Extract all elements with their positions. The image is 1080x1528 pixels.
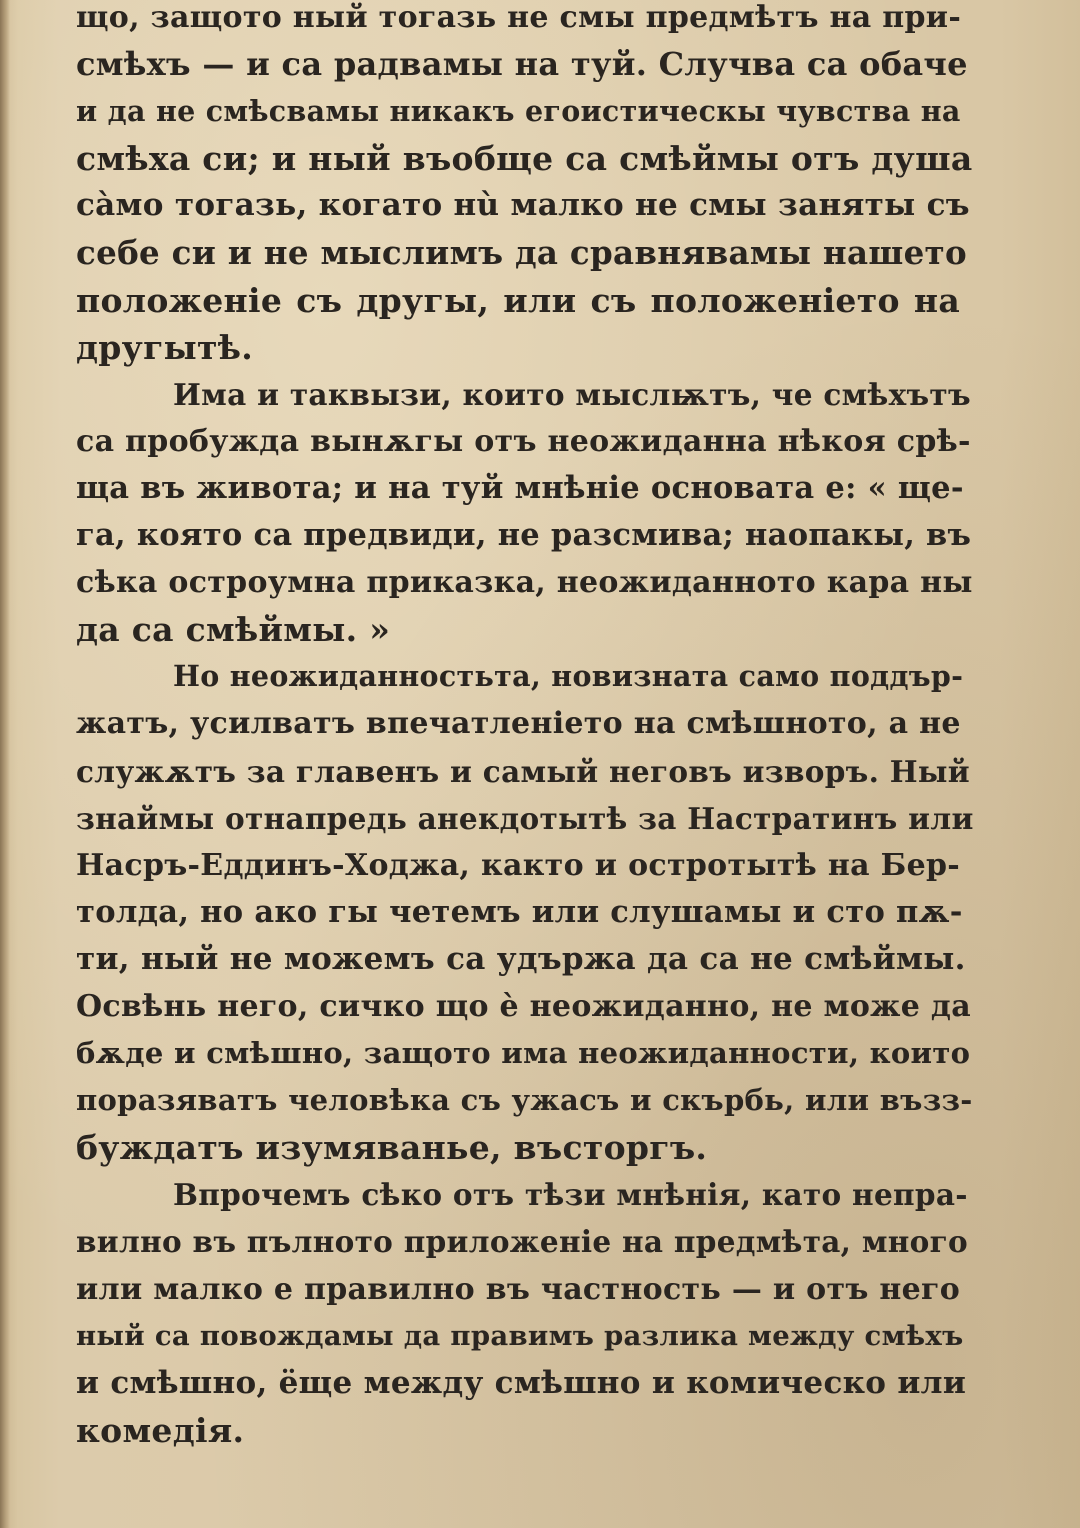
text-line: поразяватъ человѣка съ ужасъ и скърбь, или възз- xyxy=(76,1083,973,1118)
text-line: Но неожиданностьта, новизната само поддър- xyxy=(173,659,964,694)
text-line: буждатъ изумяванье, въсторгъ. xyxy=(76,1128,708,1168)
text-line: и смѣшно, ёще между смѣшно и комическо или xyxy=(76,1364,967,1401)
text-line: или малко е правилно въ частность — и отъ него xyxy=(76,1271,961,1307)
paragraph-4 xyxy=(76,1171,968,1454)
text-line: що, защото ный тогазь не смы предмѣтъ на при- xyxy=(76,0,962,35)
text-line: га, която са предвиди, не разсмива; наопакы, въ xyxy=(76,517,972,554)
text-line: жатъ, усилватъ впечатленіето на смѣшното, а не xyxy=(76,706,961,742)
text-line: да са смѣймы. » xyxy=(76,610,391,650)
text-line: себе си и не мыслимъ да сравнявамы нашето xyxy=(76,233,967,273)
text-line: сѣка остроумна приказка, неожиданното кара ны xyxy=(76,565,973,601)
paragraph-3 xyxy=(76,653,974,1171)
text-line: знаймы отнапредь анекдотытѣ за Настратинъ или xyxy=(76,800,974,836)
text-line: вилно въ пълното приложеніе на предмѣта, много xyxy=(76,1224,968,1260)
page-binding-edge xyxy=(0,0,10,1528)
text-line: и да не смѣсвамы никакъ егоистическы чувства на xyxy=(76,94,961,129)
text-line: сàмо тогазь, когато нù малко не смы заняты съ xyxy=(76,187,970,224)
text-line: ти, ный не можемъ са удържа да са не смѣймы. xyxy=(76,940,966,977)
text-line: Впрочемъ сѣко отъ тѣзи мнѣнія, като непра- xyxy=(173,1177,968,1213)
text-line: ный са повождамы да правимъ разлика между смѣхъ xyxy=(76,1319,964,1352)
text-line: са пробужда вынѫгы отъ неожиданна нѣкоя срѣ- xyxy=(76,423,971,459)
text-line: Освѣнь него, сичко що è неожиданно, не може да xyxy=(76,988,971,1024)
text-line: смѣха си; и ный въобще са смѣймы отъ душа xyxy=(76,139,973,179)
paragraph-1 xyxy=(76,0,973,371)
text-line: положеніе съ другы, или съ положеніето на xyxy=(76,280,960,320)
text-line: комедія. xyxy=(76,1410,245,1450)
text-line: Насръ-Еддинъ-Ходжа, както и остротытѣ на Бер- xyxy=(76,847,960,883)
text-line: ща въ живота; и на туй мнѣніе основата е: « ще- xyxy=(76,469,964,506)
text-line: другытѣ. xyxy=(76,327,254,367)
text-line: Има и таквызи, които мыслѭтъ, че смѣхътъ xyxy=(173,376,971,412)
page-text xyxy=(76,0,974,1454)
text-line: смѣхъ — и са радвамы на туй. Случва са обаче xyxy=(76,45,968,84)
paragraph-2 xyxy=(76,371,973,654)
text-line: толда, но ако гы четемъ или слушамы и сто пѫ- xyxy=(76,893,963,930)
text-line: бѫде и смѣшно, защото има неожиданности, които xyxy=(76,1036,971,1071)
text-line: служѫтъ за главенъ и самый неговъ изворъ. Ный xyxy=(76,753,970,789)
